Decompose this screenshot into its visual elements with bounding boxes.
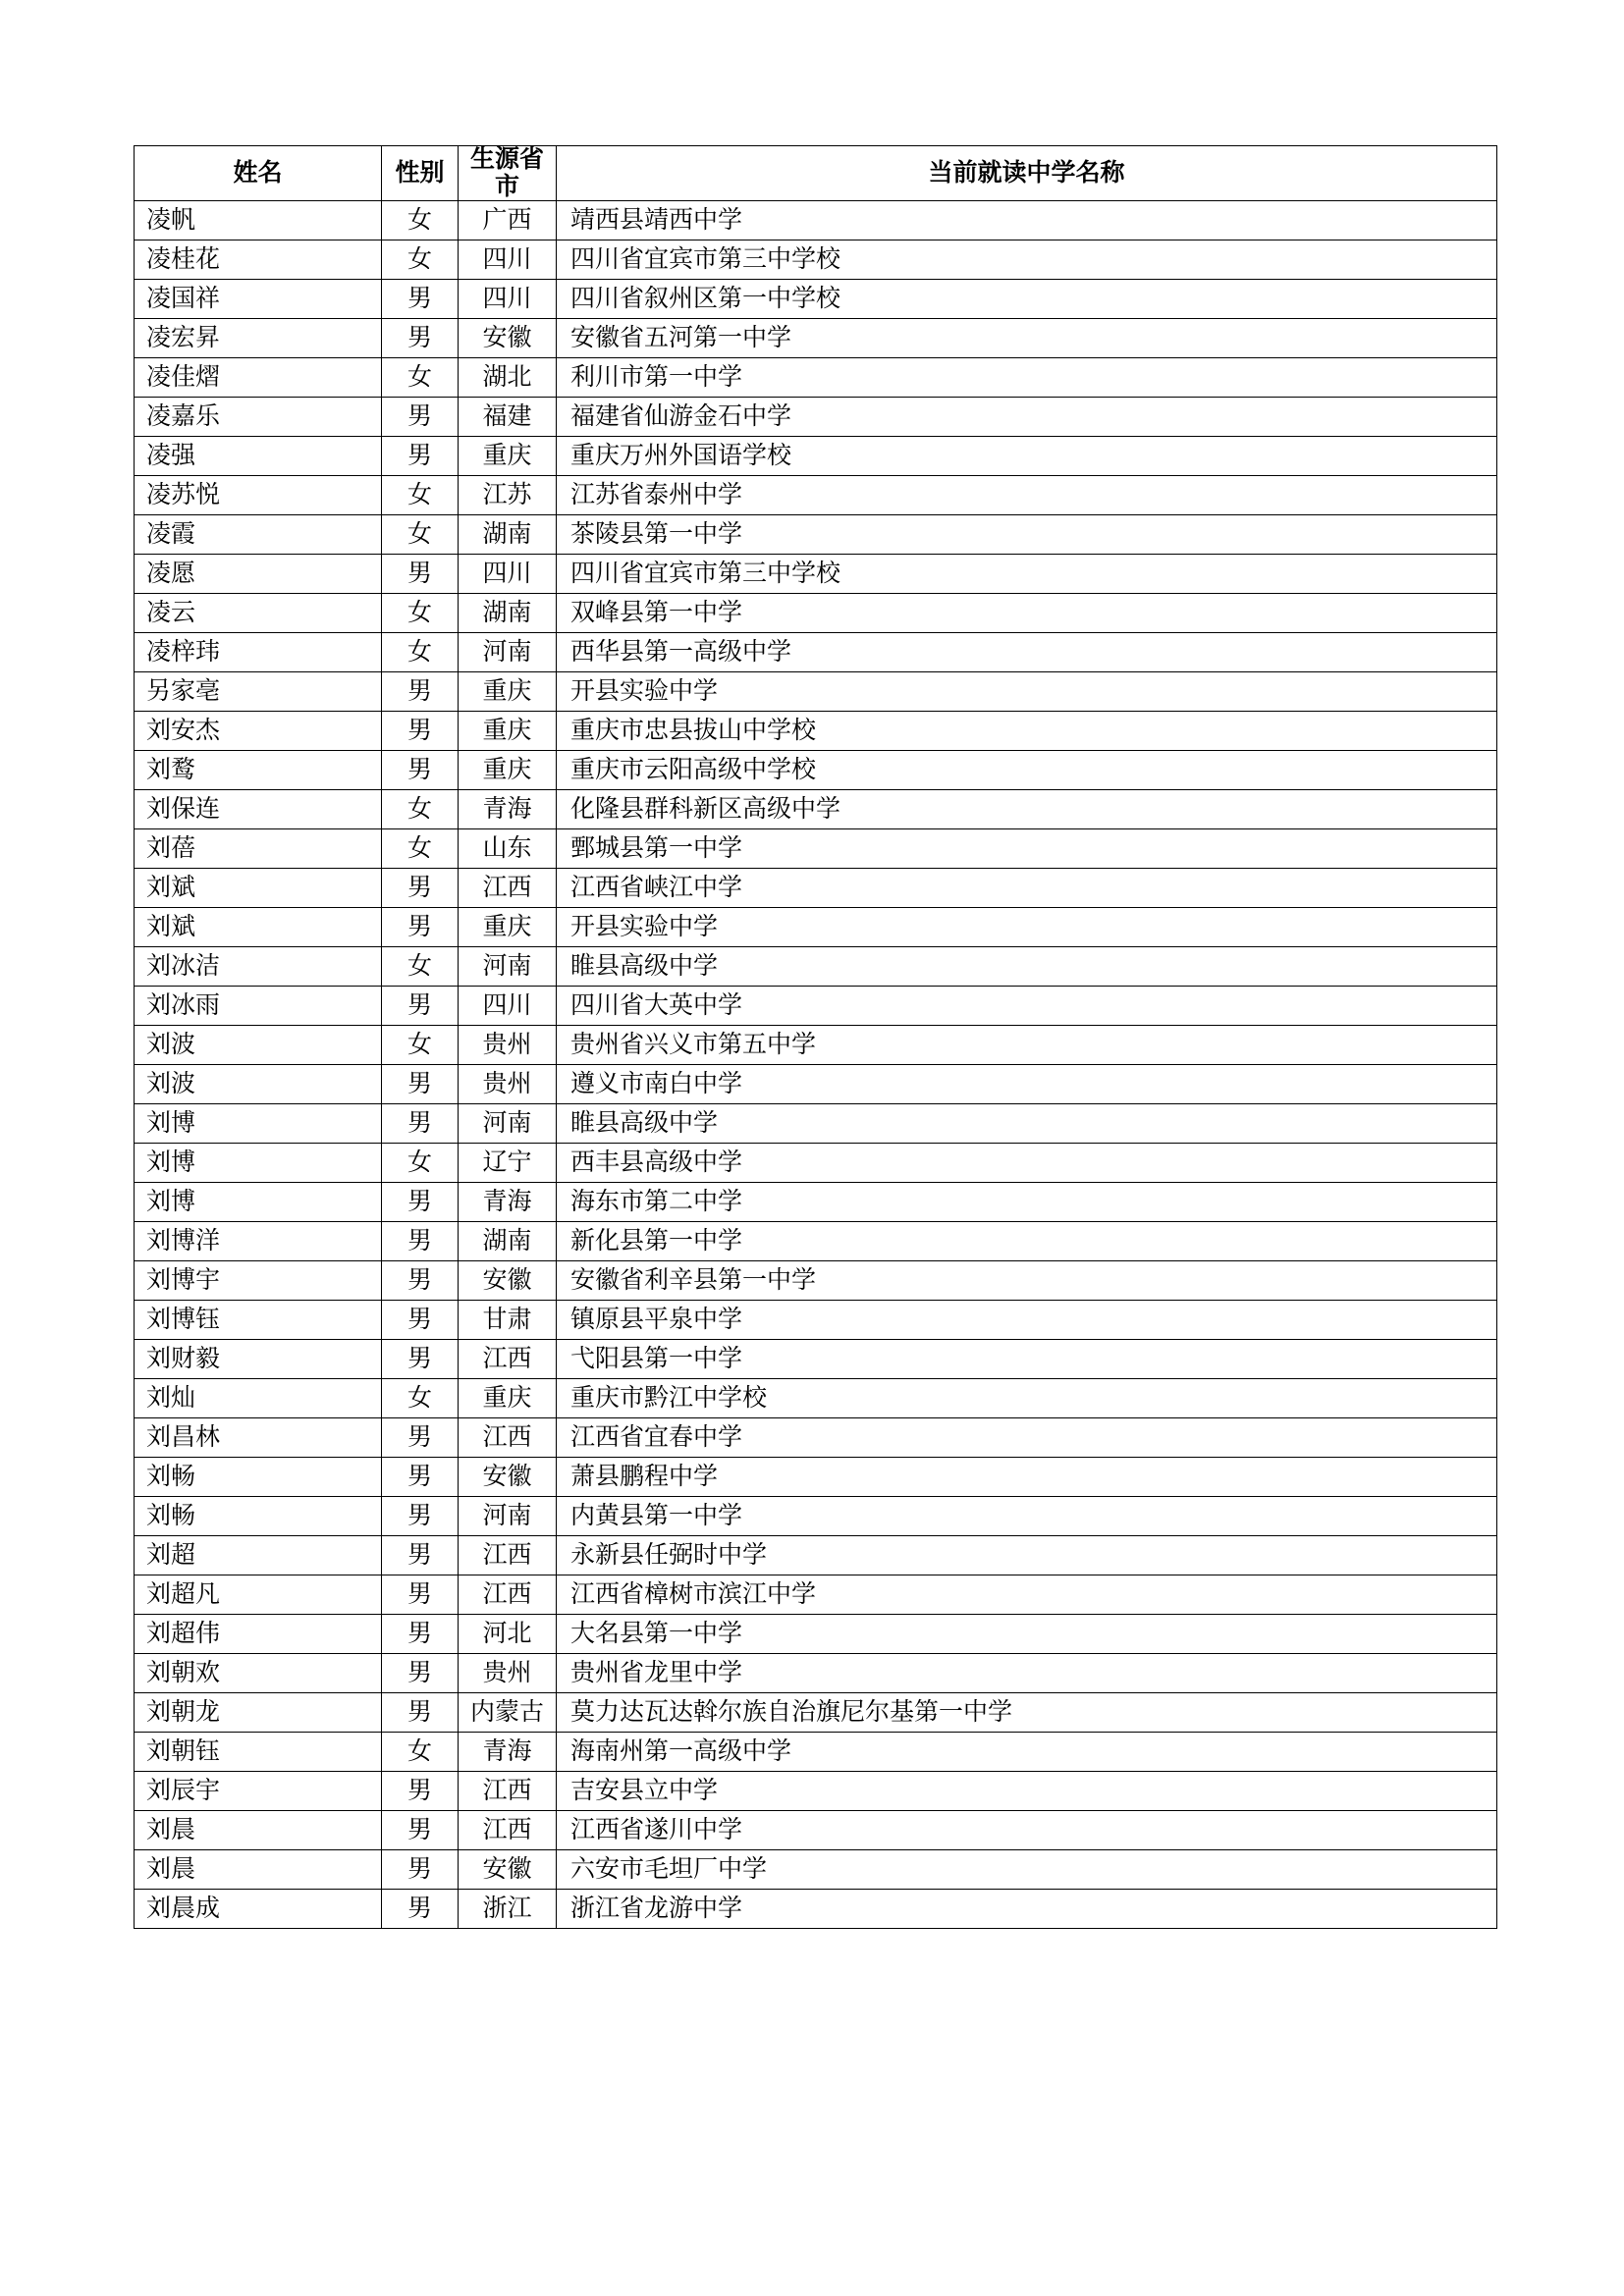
cell-source-province: 甘肃 [459,1301,557,1340]
cell-gender: 男 [382,1497,459,1536]
cell-source-province: 重庆 [459,712,557,751]
cell-source-province: 四川 [459,280,557,319]
cell-student-name: 刘畅 [135,1497,382,1536]
table-row [135,829,1497,869]
student-roster-table [134,145,1497,1929]
cell-gender: 男 [382,1890,459,1929]
cell-gender: 男 [382,1104,459,1144]
table-row [135,1458,1497,1497]
cell-gender: 男 [382,672,459,712]
cell-source-province: 河南 [459,633,557,672]
cell-gender: 男 [382,1301,459,1340]
cell-school-name: 睢县高级中学 [557,947,1497,987]
cell-source-province: 内蒙古 [459,1693,557,1733]
cell-school-name: 镇原县平泉中学 [557,1301,1497,1340]
cell-school-name: 重庆万州外国语学校 [557,437,1497,476]
table-header [135,146,1497,201]
table-row [135,1850,1497,1890]
cell-student-name: 凌强 [135,437,382,476]
cell-student-name: 凌国祥 [135,280,382,319]
cell-gender: 男 [382,280,459,319]
cell-student-name: 凌嘉乐 [135,398,382,437]
roster-table-container [134,145,1496,1929]
cell-source-province: 重庆 [459,908,557,947]
cell-gender: 女 [382,201,459,240]
cell-school-name: 大名县第一中学 [557,1615,1497,1654]
cell-source-province: 湖南 [459,1222,557,1261]
cell-student-name: 刘朝钰 [135,1733,382,1772]
cell-source-province: 青海 [459,790,557,829]
table-row [135,1183,1497,1222]
cell-source-province: 四川 [459,555,557,594]
cell-school-name: 遵义市南白中学 [557,1065,1497,1104]
cell-gender: 女 [382,358,459,398]
cell-student-name: 凌愿 [135,555,382,594]
cell-school-name: 新化县第一中学 [557,1222,1497,1261]
cell-student-name: 刘斌 [135,908,382,947]
cell-gender: 男 [382,1575,459,1615]
cell-gender: 男 [382,1811,459,1850]
cell-source-province: 江西 [459,1536,557,1575]
cell-school-name: 开县实验中学 [557,908,1497,947]
cell-student-name: 刘财毅 [135,1340,382,1379]
cell-source-province: 福建 [459,398,557,437]
cell-student-name: 刘晨 [135,1850,382,1890]
cell-school-name: 鄄城县第一中学 [557,829,1497,869]
cell-gender: 男 [382,1772,459,1811]
cell-school-name: 海东市第二中学 [557,1183,1497,1222]
cell-school-name: 贵州省龙里中学 [557,1654,1497,1693]
table-row [135,1065,1497,1104]
cell-source-province: 河南 [459,1497,557,1536]
table-row [135,1301,1497,1340]
cell-school-name: 江西省宜春中学 [557,1418,1497,1458]
cell-student-name: 刘灿 [135,1379,382,1418]
cell-gender: 女 [382,515,459,555]
cell-school-name: 重庆市黔江中学校 [557,1379,1497,1418]
cell-student-name: 刘鹜 [135,751,382,790]
cell-gender: 男 [382,1615,459,1654]
cell-school-name: 重庆市忠县拔山中学校 [557,712,1497,751]
cell-school-name: 福建省仙游金石中学 [557,398,1497,437]
cell-gender: 女 [382,594,459,633]
cell-source-province: 青海 [459,1733,557,1772]
cell-gender: 男 [382,1850,459,1890]
cell-gender: 男 [382,908,459,947]
table-row [135,437,1497,476]
cell-student-name: 刘博钰 [135,1301,382,1340]
column-header-school: 当前就读中学名称 [557,146,1497,201]
column-header-province: 生源省市 [459,146,557,201]
table-row [135,1890,1497,1929]
cell-gender: 女 [382,1733,459,1772]
cell-school-name: 浙江省龙游中学 [557,1890,1497,1929]
cell-source-province: 广西 [459,201,557,240]
table-row [135,1811,1497,1850]
cell-student-name: 刘朝龙 [135,1693,382,1733]
table-row [135,1418,1497,1458]
cell-source-province: 湖南 [459,515,557,555]
cell-gender: 女 [382,1144,459,1183]
cell-student-name: 凌霞 [135,515,382,555]
cell-school-name: 四川省叙州区第一中学校 [557,280,1497,319]
cell-gender: 女 [382,633,459,672]
table-row [135,672,1497,712]
cell-student-name: 刘超凡 [135,1575,382,1615]
cell-gender: 男 [382,1693,459,1733]
cell-gender: 男 [382,398,459,437]
cell-student-name: 刘安杰 [135,712,382,751]
table-row [135,1379,1497,1418]
cell-source-province: 山东 [459,829,557,869]
cell-gender: 男 [382,319,459,358]
cell-school-name: 贵州省兴义市第五中学 [557,1026,1497,1065]
table-row [135,712,1497,751]
cell-source-province: 贵州 [459,1654,557,1693]
cell-student-name: 凌宏昇 [135,319,382,358]
header-row [135,146,1497,201]
cell-student-name: 刘博 [135,1144,382,1183]
cell-school-name: 江西省樟树市滨江中学 [557,1575,1497,1615]
cell-gender: 男 [382,751,459,790]
cell-school-name: 化隆县群科新区高级中学 [557,790,1497,829]
cell-student-name: 刘博 [135,1104,382,1144]
cell-school-name: 西华县第一高级中学 [557,633,1497,672]
table-row [135,555,1497,594]
table-row [135,515,1497,555]
cell-source-province: 安徽 [459,1458,557,1497]
cell-student-name: 刘博宇 [135,1261,382,1301]
cell-source-province: 江西 [459,869,557,908]
cell-school-name: 江苏省泰州中学 [557,476,1497,515]
cell-student-name: 刘冰雨 [135,987,382,1026]
cell-school-name: 睢县高级中学 [557,1104,1497,1144]
cell-school-name: 西丰县高级中学 [557,1144,1497,1183]
table-row [135,1261,1497,1301]
table-row [135,1536,1497,1575]
cell-school-name: 莫力达瓦达斡尔族自治旗尼尔基第一中学 [557,1693,1497,1733]
cell-gender: 男 [382,1222,459,1261]
cell-school-name: 安徽省五河第一中学 [557,319,1497,358]
table-row [135,319,1497,358]
cell-school-name: 开县实验中学 [557,672,1497,712]
cell-source-province: 江西 [459,1418,557,1458]
cell-source-province: 贵州 [459,1026,557,1065]
table-row [135,1772,1497,1811]
cell-school-name: 四川省大英中学 [557,987,1497,1026]
cell-student-name: 刘超伟 [135,1615,382,1654]
cell-source-province: 江西 [459,1772,557,1811]
cell-source-province: 江西 [459,1340,557,1379]
cell-gender: 男 [382,437,459,476]
cell-student-name: 刘波 [135,1026,382,1065]
cell-school-name: 萧县鹏程中学 [557,1458,1497,1497]
cell-gender: 女 [382,240,459,280]
table-body [135,201,1497,1929]
cell-gender: 女 [382,829,459,869]
table-row [135,1340,1497,1379]
table-row [135,1654,1497,1693]
table-row [135,1222,1497,1261]
cell-student-name: 刘畅 [135,1458,382,1497]
table-row [135,869,1497,908]
cell-source-province: 贵州 [459,1065,557,1104]
column-header-name: 姓名 [135,146,382,201]
cell-school-name: 重庆市云阳高级中学校 [557,751,1497,790]
cell-student-name: 刘蓓 [135,829,382,869]
table-row [135,358,1497,398]
cell-student-name: 刘保连 [135,790,382,829]
cell-source-province: 重庆 [459,1379,557,1418]
cell-gender: 女 [382,947,459,987]
cell-source-province: 重庆 [459,672,557,712]
cell-school-name: 江西省峡江中学 [557,869,1497,908]
cell-source-province: 辽宁 [459,1144,557,1183]
cell-school-name: 海南州第一高级中学 [557,1733,1497,1772]
cell-student-name: 凌佳熠 [135,358,382,398]
cell-student-name: 刘冰洁 [135,947,382,987]
cell-source-province: 河南 [459,1104,557,1144]
cell-gender: 男 [382,712,459,751]
table-row [135,633,1497,672]
cell-school-name: 弋阳县第一中学 [557,1340,1497,1379]
cell-source-province: 江西 [459,1811,557,1850]
cell-student-name: 刘斌 [135,869,382,908]
cell-source-province: 四川 [459,240,557,280]
cell-student-name: 刘超 [135,1536,382,1575]
cell-gender: 男 [382,1458,459,1497]
cell-source-province: 湖北 [459,358,557,398]
cell-gender: 男 [382,987,459,1026]
cell-student-name: 刘辰宇 [135,1772,382,1811]
cell-gender: 男 [382,869,459,908]
cell-student-name: 凌桂花 [135,240,382,280]
cell-school-name: 六安市毛坦厂中学 [557,1850,1497,1890]
cell-gender: 女 [382,1026,459,1065]
cell-school-name: 永新县任弼时中学 [557,1536,1497,1575]
table-row [135,240,1497,280]
table-row [135,751,1497,790]
cell-gender: 男 [382,555,459,594]
table-row [135,1026,1497,1065]
cell-gender: 男 [382,1340,459,1379]
cell-school-name: 吉安县立中学 [557,1772,1497,1811]
table-row [135,1497,1497,1536]
cell-student-name: 凌帆 [135,201,382,240]
cell-source-province: 江苏 [459,476,557,515]
table-row [135,908,1497,947]
table-row [135,790,1497,829]
table-row [135,1104,1497,1144]
table-row [135,280,1497,319]
table-row [135,1144,1497,1183]
cell-gender: 男 [382,1536,459,1575]
cell-source-province: 河南 [459,947,557,987]
cell-school-name: 利川市第一中学 [557,358,1497,398]
cell-gender: 女 [382,1379,459,1418]
cell-student-name: 另家亳 [135,672,382,712]
cell-gender: 男 [382,1183,459,1222]
cell-source-province: 四川 [459,987,557,1026]
cell-student-name: 刘昌林 [135,1418,382,1458]
cell-source-province: 湖南 [459,594,557,633]
cell-source-province: 浙江 [459,1890,557,1929]
cell-gender: 男 [382,1261,459,1301]
cell-school-name: 内黄县第一中学 [557,1497,1497,1536]
cell-student-name: 刘博洋 [135,1222,382,1261]
table-row [135,476,1497,515]
table-row [135,987,1497,1026]
table-row [135,1693,1497,1733]
table-row [135,594,1497,633]
cell-source-province: 青海 [459,1183,557,1222]
cell-student-name: 凌云 [135,594,382,633]
cell-source-province: 河北 [459,1615,557,1654]
cell-student-name: 刘晨 [135,1811,382,1850]
cell-gender: 女 [382,476,459,515]
table-row [135,398,1497,437]
cell-source-province: 安徽 [459,1261,557,1301]
cell-source-province: 江西 [459,1575,557,1615]
table-row [135,1615,1497,1654]
cell-school-name: 安徽省利辛县第一中学 [557,1261,1497,1301]
cell-school-name: 四川省宜宾市第三中学校 [557,555,1497,594]
cell-gender: 男 [382,1654,459,1693]
cell-student-name: 刘朝欢 [135,1654,382,1693]
cell-source-province: 安徽 [459,1850,557,1890]
cell-student-name: 刘波 [135,1065,382,1104]
table-row [135,1575,1497,1615]
table-row [135,1733,1497,1772]
cell-source-province: 安徽 [459,319,557,358]
column-header-sex: 性别 [382,146,459,201]
cell-school-name: 江西省遂川中学 [557,1811,1497,1850]
cell-school-name: 四川省宜宾市第三中学校 [557,240,1497,280]
table-row [135,201,1497,240]
cell-school-name: 双峰县第一中学 [557,594,1497,633]
cell-gender: 男 [382,1418,459,1458]
cell-student-name: 刘博 [135,1183,382,1222]
table-row [135,947,1497,987]
cell-school-name: 茶陵县第一中学 [557,515,1497,555]
cell-source-province: 重庆 [459,751,557,790]
cell-student-name: 刘晨成 [135,1890,382,1929]
cell-student-name: 凌梓玮 [135,633,382,672]
cell-gender: 男 [382,1065,459,1104]
cell-school-name: 靖西县靖西中学 [557,201,1497,240]
cell-source-province: 重庆 [459,437,557,476]
cell-student-name: 凌苏悦 [135,476,382,515]
cell-gender: 女 [382,790,459,829]
